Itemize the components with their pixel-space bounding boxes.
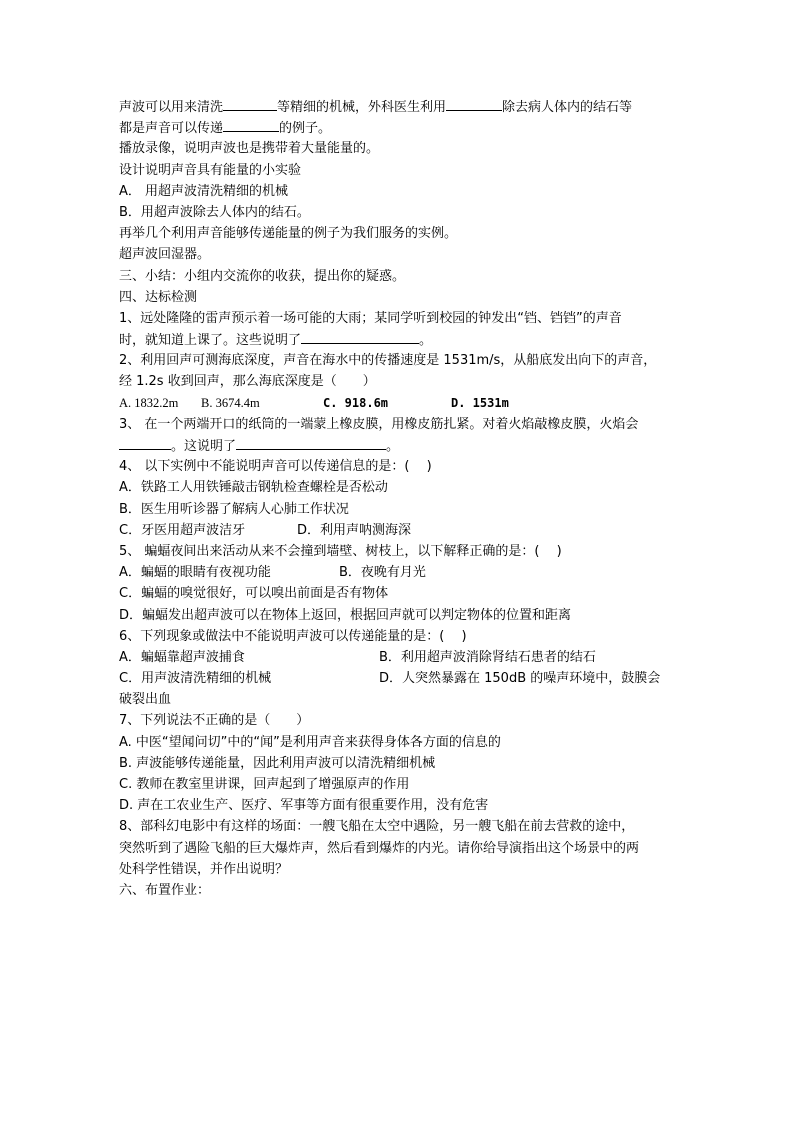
option-c[interactable]: C. 918.6m	[323, 395, 389, 410]
question-8: 8、部科幻电影中有这样的场面：一艘飞船在太空中遇险，另一艘飞船在前去营救的途中，	[119, 819, 635, 835]
section-heading: 四、达标检测	[119, 289, 198, 305]
question-7: 7、下列说法不正确的是（ ）	[119, 713, 310, 729]
text: 等精细的机械，外科医生利用	[277, 100, 447, 115]
option-c[interactable]: C．用声波清洗精细的机械	[119, 671, 272, 687]
question-8-cont: 突然听到了遇险飞船的巨大爆炸声，然后看到爆炸的内光。请你给导演指出这个场景中的两	[119, 840, 640, 856]
option-c[interactable]: C. 教师在教室里讲课，回声起到了增强原声的作用	[119, 777, 410, 792]
question-3-cont	[119, 435, 679, 456]
fill-blank[interactable]	[119, 435, 171, 450]
fill-blank[interactable]	[223, 117, 279, 132]
text: 的例子。	[279, 121, 332, 137]
question-1-cont	[119, 329, 679, 350]
option-a[interactable]: A. 1832.2m	[119, 395, 179, 410]
fill-blank[interactable]	[301, 329, 419, 344]
section-heading: 三、小结：小组内交流你的收获，提出你的疑惑。	[119, 268, 406, 284]
option-d[interactable]: D. 声在工农业生产、医疗、军事等方面有很重要作用，没有危害	[119, 798, 489, 814]
option-b[interactable]: B．医生用听诊器了解病人心肺工作状况	[119, 501, 349, 517]
option-a[interactable]: A．蝙蝠的眼睛有夜视功能	[119, 565, 271, 581]
question-4: 4、 以下实例中不能说明声音可以传递信息的是：( )	[119, 459, 432, 475]
question-3: 3、 在一个两端开口的纸筒的一端蒙上橡皮膜，用橡皮筋扎紧。对着火焰敲橡皮膜，火焰会	[119, 416, 639, 432]
document-body	[119, 96, 679, 901]
text-line: 播放录像，说明声波也是携带着大量能量的。	[119, 141, 380, 157]
question-2-options	[119, 393, 679, 414]
text-line	[119, 117, 679, 138]
question-5-options	[119, 562, 679, 583]
question-8-cont: 处科学性错误，并作出说明？	[119, 861, 289, 877]
option-d-cont: 破裂出血	[119, 692, 172, 708]
text-line: 超声波回湿器。	[119, 247, 211, 263]
text-line: B．用超声波除去人体内的结石。	[119, 204, 310, 220]
question-2-cont: 经 1.2s 收到回声，那么海底深度是（ ）	[119, 374, 376, 390]
question-2: 2、利用回声可测海底深度，声音在海水中的传播速度是 1531m/s，从船底发出向下的声音，	[119, 353, 657, 369]
question-6-options	[119, 647, 679, 668]
question-1: 1、远处隆隆的雷声预示着一场可能的大雨；某同学听到校园的钟发出“铛、铛铛”的声音	[119, 310, 622, 326]
text-line: A． 用超声波清洗精细的机械	[119, 183, 289, 199]
text: 声波可以用来清洗	[119, 100, 224, 115]
text: 。	[419, 333, 433, 349]
question-6-options	[119, 668, 679, 689]
option-d[interactable]: D．人突然暴露在 150dB 的噪声环境中，鼓膜会	[379, 671, 661, 687]
text: 。	[386, 439, 400, 454]
option-c[interactable]: C．蝙蝠的嗅觉很好，可以嗅出前面是否有物体	[119, 586, 389, 602]
text: 都是声音可以传递	[119, 121, 224, 137]
option-a[interactable]: A．铁路工人用铁锤敲击钢轨检查螺栓是否松动	[119, 480, 388, 496]
text: 时，就知道上课了。这些说明了	[119, 333, 302, 349]
question-6: 6、下列现象或做法中不能说明声波可以传递能量的是：( )	[119, 628, 467, 644]
text-line: 再举几个利用声音能够传递能量的例子为我们服务的实例。	[119, 226, 458, 242]
option-d[interactable]: D. 1531m	[451, 395, 509, 410]
option-a[interactable]: A. 中医“望闻问切”中的“闻”是利用声音来获得身体各方面的信息的	[119, 734, 501, 750]
option-c[interactable]: C．牙医用超声波洁牙	[119, 522, 246, 538]
option-b[interactable]: B．利用超声波消除肾结石患者的结石	[379, 649, 596, 665]
question-4-options	[119, 520, 679, 541]
option-a[interactable]: A．蝙蝠靠超声波捕食	[119, 649, 245, 665]
text: 。这说明了	[171, 439, 237, 454]
text-line	[119, 96, 679, 117]
text-line: 设计说明声音具有能量的小实验	[119, 162, 302, 178]
fill-blank[interactable]	[223, 96, 277, 111]
fill-blank[interactable]	[236, 435, 386, 450]
option-b[interactable]: B. 3674.4m	[201, 395, 260, 410]
option-d[interactable]: D．蝙蝠发出超声波可以在物体上返回，根据回声就可以判定物体的位置和距离	[119, 607, 572, 623]
question-5: 5、 蝙蝠夜间出来活动从来不会撞到墙壁、树枝上，以下解释正确的是：( )	[119, 543, 562, 559]
text: 除去病人体内的结石等	[502, 100, 633, 115]
fill-blank[interactable]	[446, 96, 502, 111]
option-b[interactable]: B．夜晚有月光	[339, 565, 426, 581]
option-d[interactable]: D．利用声呐测海深	[297, 522, 412, 538]
section-heading: 六、布置作业：	[119, 882, 211, 898]
option-b[interactable]: B. 声波能够传递能量，因此利用声波可以清洗精细机械	[119, 755, 436, 771]
